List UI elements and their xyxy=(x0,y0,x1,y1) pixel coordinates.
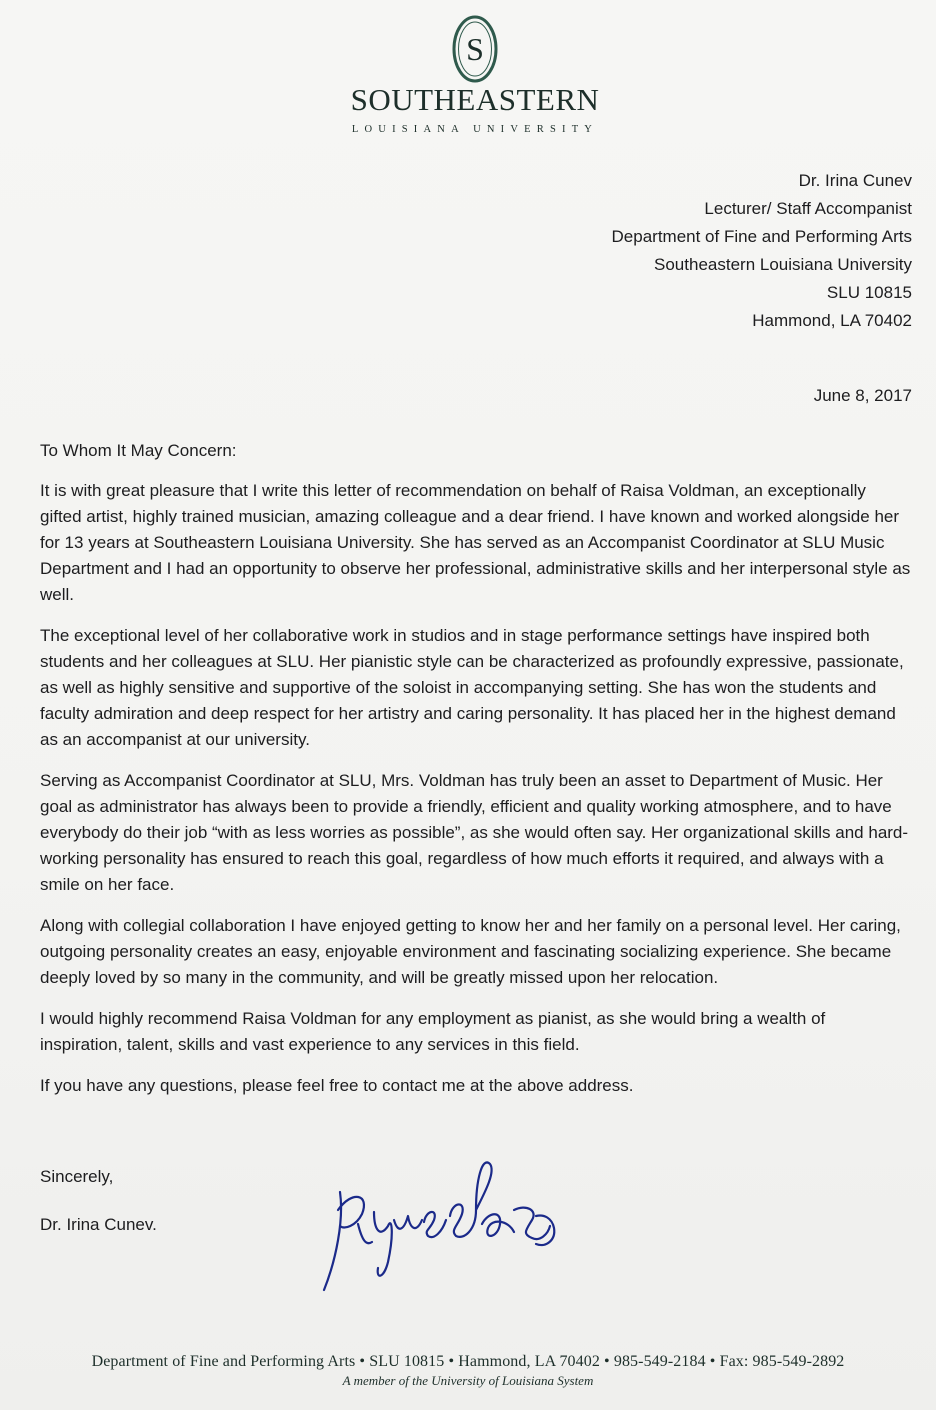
sender-city: Hammond, LA 70402 xyxy=(752,311,912,330)
sender-name: Dr. Irina Cunev xyxy=(798,171,912,190)
salutation: To Whom It May Concern: xyxy=(40,441,237,460)
sender-department: Department of Fine and Performing Arts xyxy=(611,227,912,246)
letter-date: June 8, 2017 xyxy=(813,386,912,405)
sender-address-block xyxy=(612,167,912,335)
paragraph-1: It is with great pleasure that I write this letter of recommendation on behalf of Raisa Voldman, an exceptionally gifted artist, highly trained musician, amazing colleague and a dear friend. I have known and worked alongside her for 13 years at Southeastern Louisiana University. She has served as an Accompanist Coordinator at SLU Music Department and I had an opportunity to observe her professional, administrative skills and her interpersonal style as well. xyxy=(40,481,911,604)
logo-wordmark: SOUTHEASTERN xyxy=(350,82,600,117)
closing-block xyxy=(40,1163,157,1239)
footer-contact-line: Department of Fine and Performing Arts • SLU 10815 • Hammond, LA 70402 • 985-549-2184 • Fax: 985-549-2892 xyxy=(91,1353,845,1370)
paragraph-4: Along with collegial collaboration I have enjoyed getting to know her and her family on a personal level. Her caring, outgoing personality creates an easy, enjoyable environment and fascinating socializing experience. She became deeply loved by so many in the community, and will be greatly missed upon her relocation. xyxy=(40,916,901,987)
sender-university: Southeastern Louisiana University xyxy=(654,255,912,274)
valediction: Sincerely, xyxy=(40,1167,114,1186)
paragraph-3: Serving as Accompanist Coordinator at SLU, Mrs. Voldman has truly been an asset to Department of Music. Her goal as administrator has always been to provide a friendly, efficient and quality working atmosphere, and to have everybody do their job “with as less worries as possible”, as she would often say. Her organizational skills and hard-working personality has ensured to reach this goal, regardless of how much efforts it required, and always with a smile on her face. xyxy=(40,771,909,894)
emblem-letter: S xyxy=(466,31,484,67)
letter-footer xyxy=(0,1352,936,1390)
handwritten-signature-icon xyxy=(300,1150,570,1300)
university-emblem-icon xyxy=(451,14,499,84)
sender-box: SLU 10815 xyxy=(826,283,912,302)
signer-name: Dr. Irina Cunev. xyxy=(40,1215,157,1234)
paragraph-2: The exceptional level of her collaborative work in studios and in stage performance settings have inspired both students and her colleagues at SLU. Her pianistic style can be characterized as profoundly expressive, passionate, as well as highly sensitive and supportive of the soloist in accompanying setting. She has won the students and faculty admiration and deep respect for her artistry and caring personality. It has placed her in the highest demand as an accompanist at our university. xyxy=(40,626,904,749)
paragraph-6: If you have any questions, please feel free to contact me at the above address. xyxy=(40,1076,634,1095)
university-logo xyxy=(340,10,610,140)
logo-subtitle: LOUISIANA UNIVERSITY xyxy=(351,124,599,135)
sender-title: Lecturer/ Staff Accompanist xyxy=(704,199,912,218)
paragraph-5: I would highly recommend Raisa Voldman for any employment as pianist, as she would bring a wealth of inspiration, talent, skills and vast experience to any services in this field. xyxy=(40,1009,826,1054)
letter-body xyxy=(40,438,912,1114)
footer-system-line: A member of the University of Louisiana System xyxy=(342,1373,594,1388)
